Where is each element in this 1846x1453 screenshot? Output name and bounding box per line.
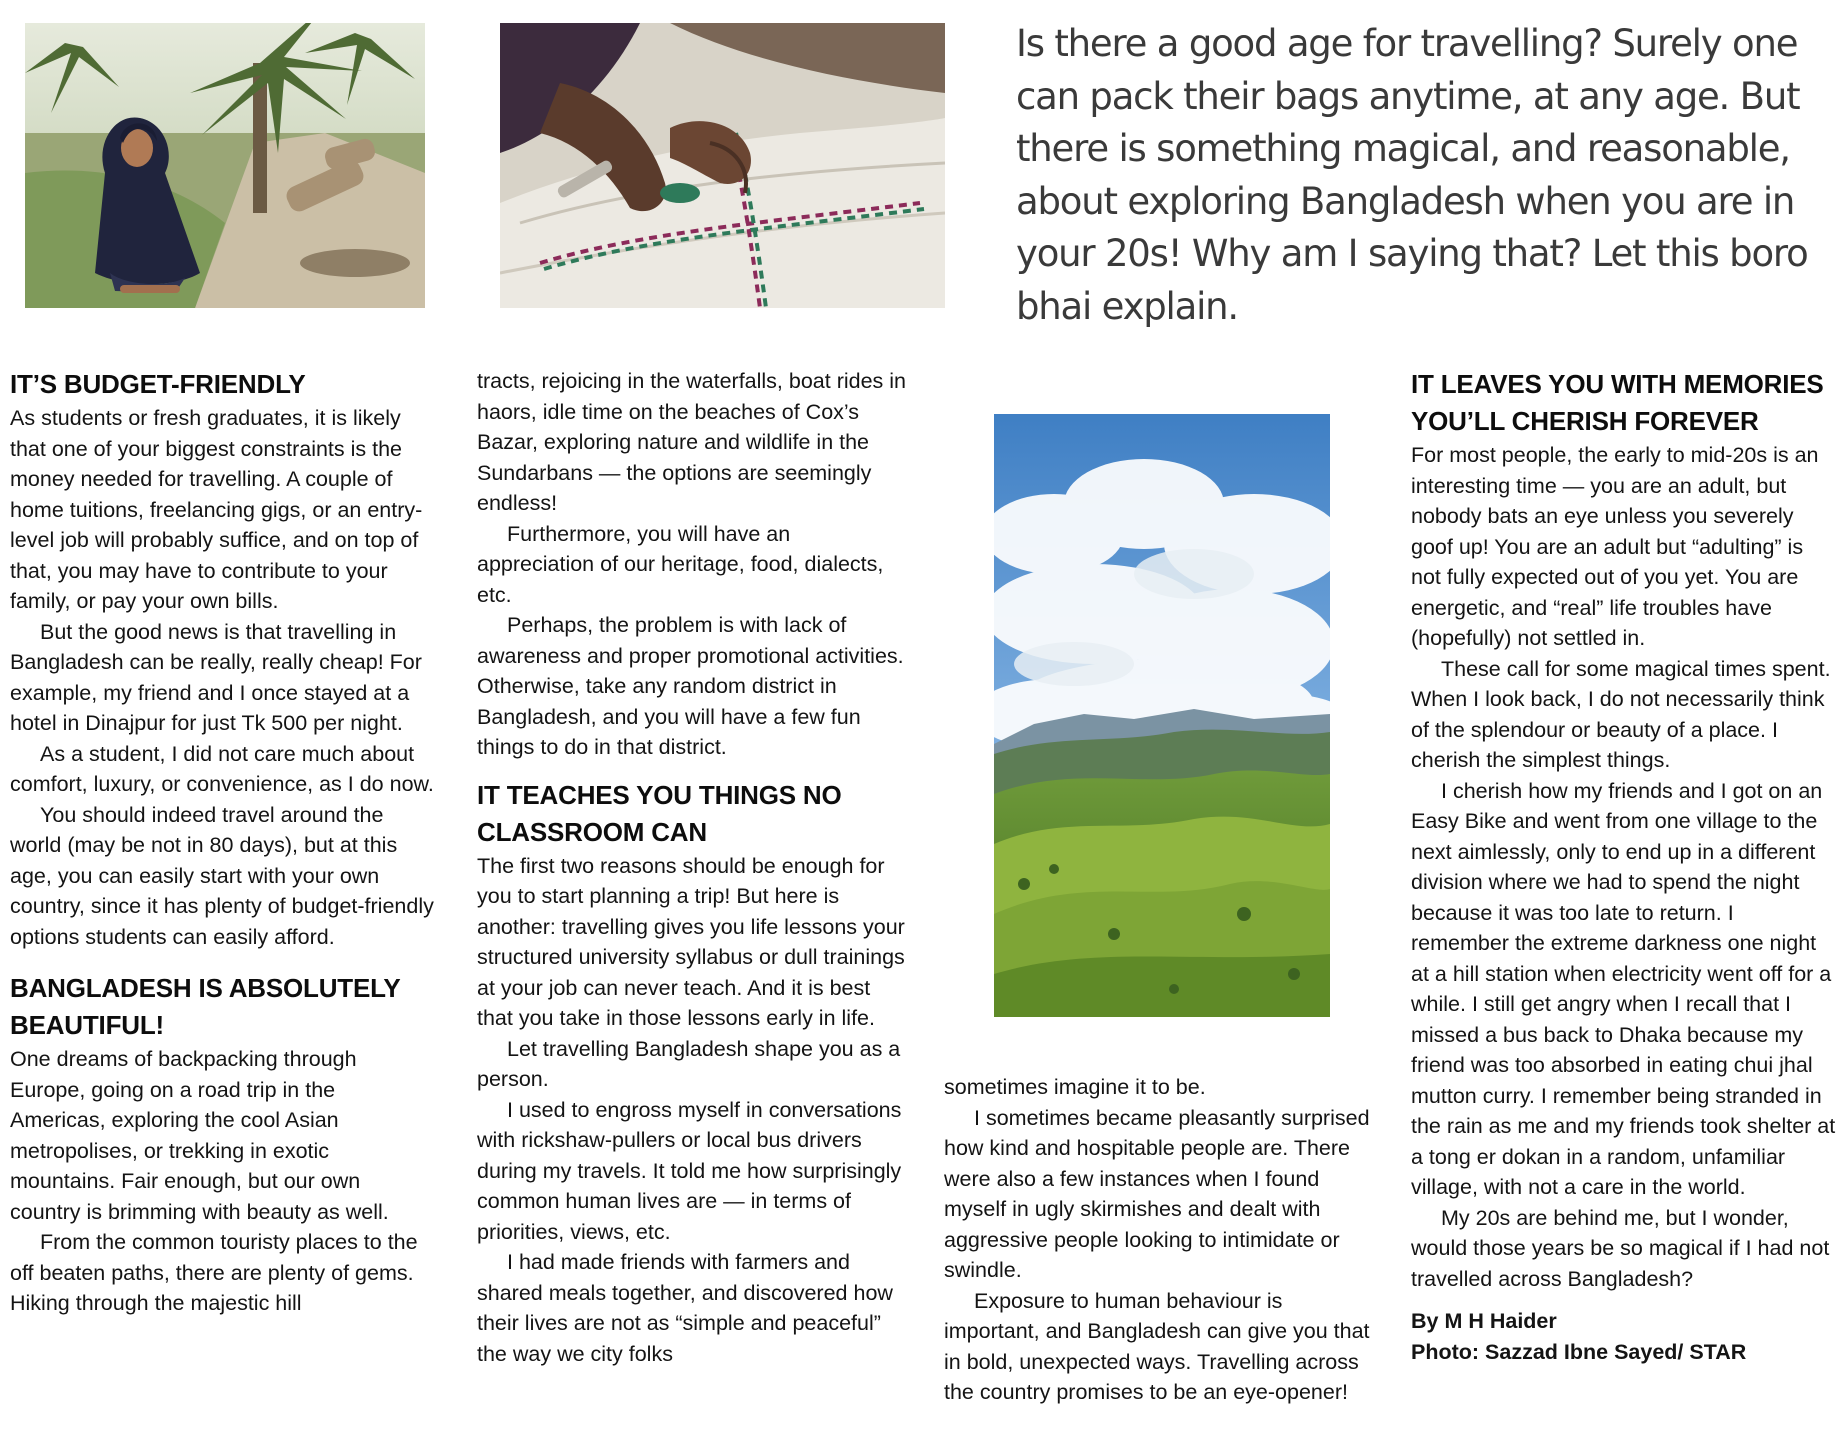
- paragraph: I had made friends with farmers and shared meals together, and discovered how their lives are not as “simple and peaceful” the way we city folks: [477, 1250, 893, 1366]
- column-2: [477, 366, 907, 1369]
- child-village-illustration: [25, 23, 425, 308]
- paragraph: My 20s are behind me, but I wonder, would those years be so magical if I had not travelled across Bangladesh?: [1411, 1205, 1830, 1291]
- paragraph: I sometimes became pleasantly surprised how kind and hospitable people are. There were also a few instances when I found myself in ugly skirmishes and dealt with aggressive people looking to intimidate or swindle.: [944, 1105, 1370, 1282]
- paragraph: As a student, I did not care much about comfort, luxury, or convenience, as I do now.: [10, 741, 434, 796]
- paragraph: sometimes imagine it to be.: [944, 1075, 1206, 1099]
- paragraph: Let travelling Bangladesh shape you as a person.: [477, 1036, 901, 1091]
- paragraph: One dreams of backpacking through Europe, going on a road trip in the Americas, exploring the cool Asian metropolises, or trekking in exotic mountains. Fair enough, but our own country is brimming with beauty as well.: [10, 1047, 389, 1224]
- paragraph: For most people, the early to mid-20s is an interesting time — you are an adult, but nobody bats an eye unless you severely goof up! You are an adult but “adulting” is not fully expected out of you yet. You are energetic, and “real” life troubles have (hopefully) not settled in.: [1411, 443, 1819, 650]
- paragraph: As students or fresh graduates, it is likely that one of your biggest constraints is the money needed for travelling. A couple of home tuitions, freelancing gigs, or an entry-level job will probably suffice, and on top of that, you may have to contribute to your family, or pay your own bills.: [10, 406, 423, 613]
- paragraph: I used to engross myself in conversations with rickshaw-pullers or local bus drivers during my travels. It told me how surprisingly common human lives are — in terms of priorities, views, etc.: [477, 1097, 902, 1244]
- section-heading-budget: IT’S BUDGET-FRIENDLY: [10, 369, 306, 399]
- section-heading-memories: IT LEAVES YOU WITH MEMORIES YOU’LL CHERISH FOREVER: [1411, 369, 1824, 436]
- photo-credit: Photo: Sazzad Ibne Sayed/ STAR: [1411, 1339, 1747, 1364]
- paragraph: You should indeed travel around the world (may be not in 80 days), but at this age, you can easily start with your own country, since it has plenty of budget-friendly options students can easily afford.: [10, 802, 434, 949]
- paragraph: I cherish how my friends and I got on an Easy Bike and went from one village to the next aimlessly, only to end up in a different division where we had to spend the night because it was too late to return. I remember the extreme darkness one night at a hill station when electricity went off for a while. I still get angry when I recall that I missed a bus back to Dhaka because my friend was too absorbed in eating chui jhal mutton curry. I remember being stranded in the rain as me and my friends took shelter at a tong er dokan in a random, unfamiliar village, with not a care in the world.: [1411, 778, 1836, 1199]
- column-4: [1411, 366, 1836, 1367]
- paragraph: tracts, rejoicing in the waterfalls, boat rides in haors, idle time on the beaches of Cox’s Bazar, exploring nature and wildlife in the Sundarbans — the options are seemingly endless!: [477, 369, 907, 515]
- hands-stitching-illustration: [500, 23, 945, 308]
- paragraph: These call for some magical times spent. When I look back, I do not necessarily think of the splendour or beauty of a place. I cherish the simplest things.: [1411, 656, 1831, 772]
- column-1: [10, 366, 435, 1319]
- intro-text: Is there a good age for travelling? Surely one can pack their bags anytime, at any age. But there is something magical, and reasonable, about exploring Bangladesh when you are in your 20s! Why am I saying that? Let this boro bhai explain.: [1016, 22, 1808, 328]
- author-byline: By M H Haider: [1411, 1309, 1557, 1333]
- paragraph: But the good news is that travelling in Bangladesh can be really, really cheap! For example, my friend and I once stayed at a hotel in Dinajpur for just Tk 500 per night.: [10, 619, 422, 735]
- column-3: [944, 1072, 1374, 1408]
- hands-stitching-photo: [500, 23, 945, 308]
- green-hills-illustration: [994, 414, 1330, 1017]
- paragraph: The first two reasons should be enough for you to start planning a trip! But here is another: travelling gives you life lessons your structured university syllabus or dull trainings at your job can never teach. And it is best that you take in those lessons early in life.: [477, 853, 905, 1030]
- paragraph: From the common touristy places to the off beaten paths, there are plenty of gems. Hiking through the majestic hill: [10, 1230, 418, 1315]
- section-heading-classroom: IT TEACHES YOU THINGS NO CLASSROOM CAN: [477, 779, 842, 847]
- child-village-photo: [25, 23, 425, 308]
- section-heading-beautiful: BANGLADESH IS ABSOLUTELY BEAUTIFUL!: [10, 973, 401, 1040]
- paragraph: Exposure to human behaviour is important, and Bangladesh can give you that in bold, unexpected ways. Travelling across the country promises to be an eye-opener!: [944, 1288, 1370, 1404]
- paragraph: Furthermore, you will have an appreciation of our heritage, food, dialects, etc.: [477, 521, 884, 607]
- paragraph: Perhaps, the problem is with lack of awareness and proper promotional activities. Otherwise, take any random district in Bangladesh, and you will have a few fun things to do in that district.: [477, 613, 904, 759]
- green-hills-photo: [994, 414, 1330, 1017]
